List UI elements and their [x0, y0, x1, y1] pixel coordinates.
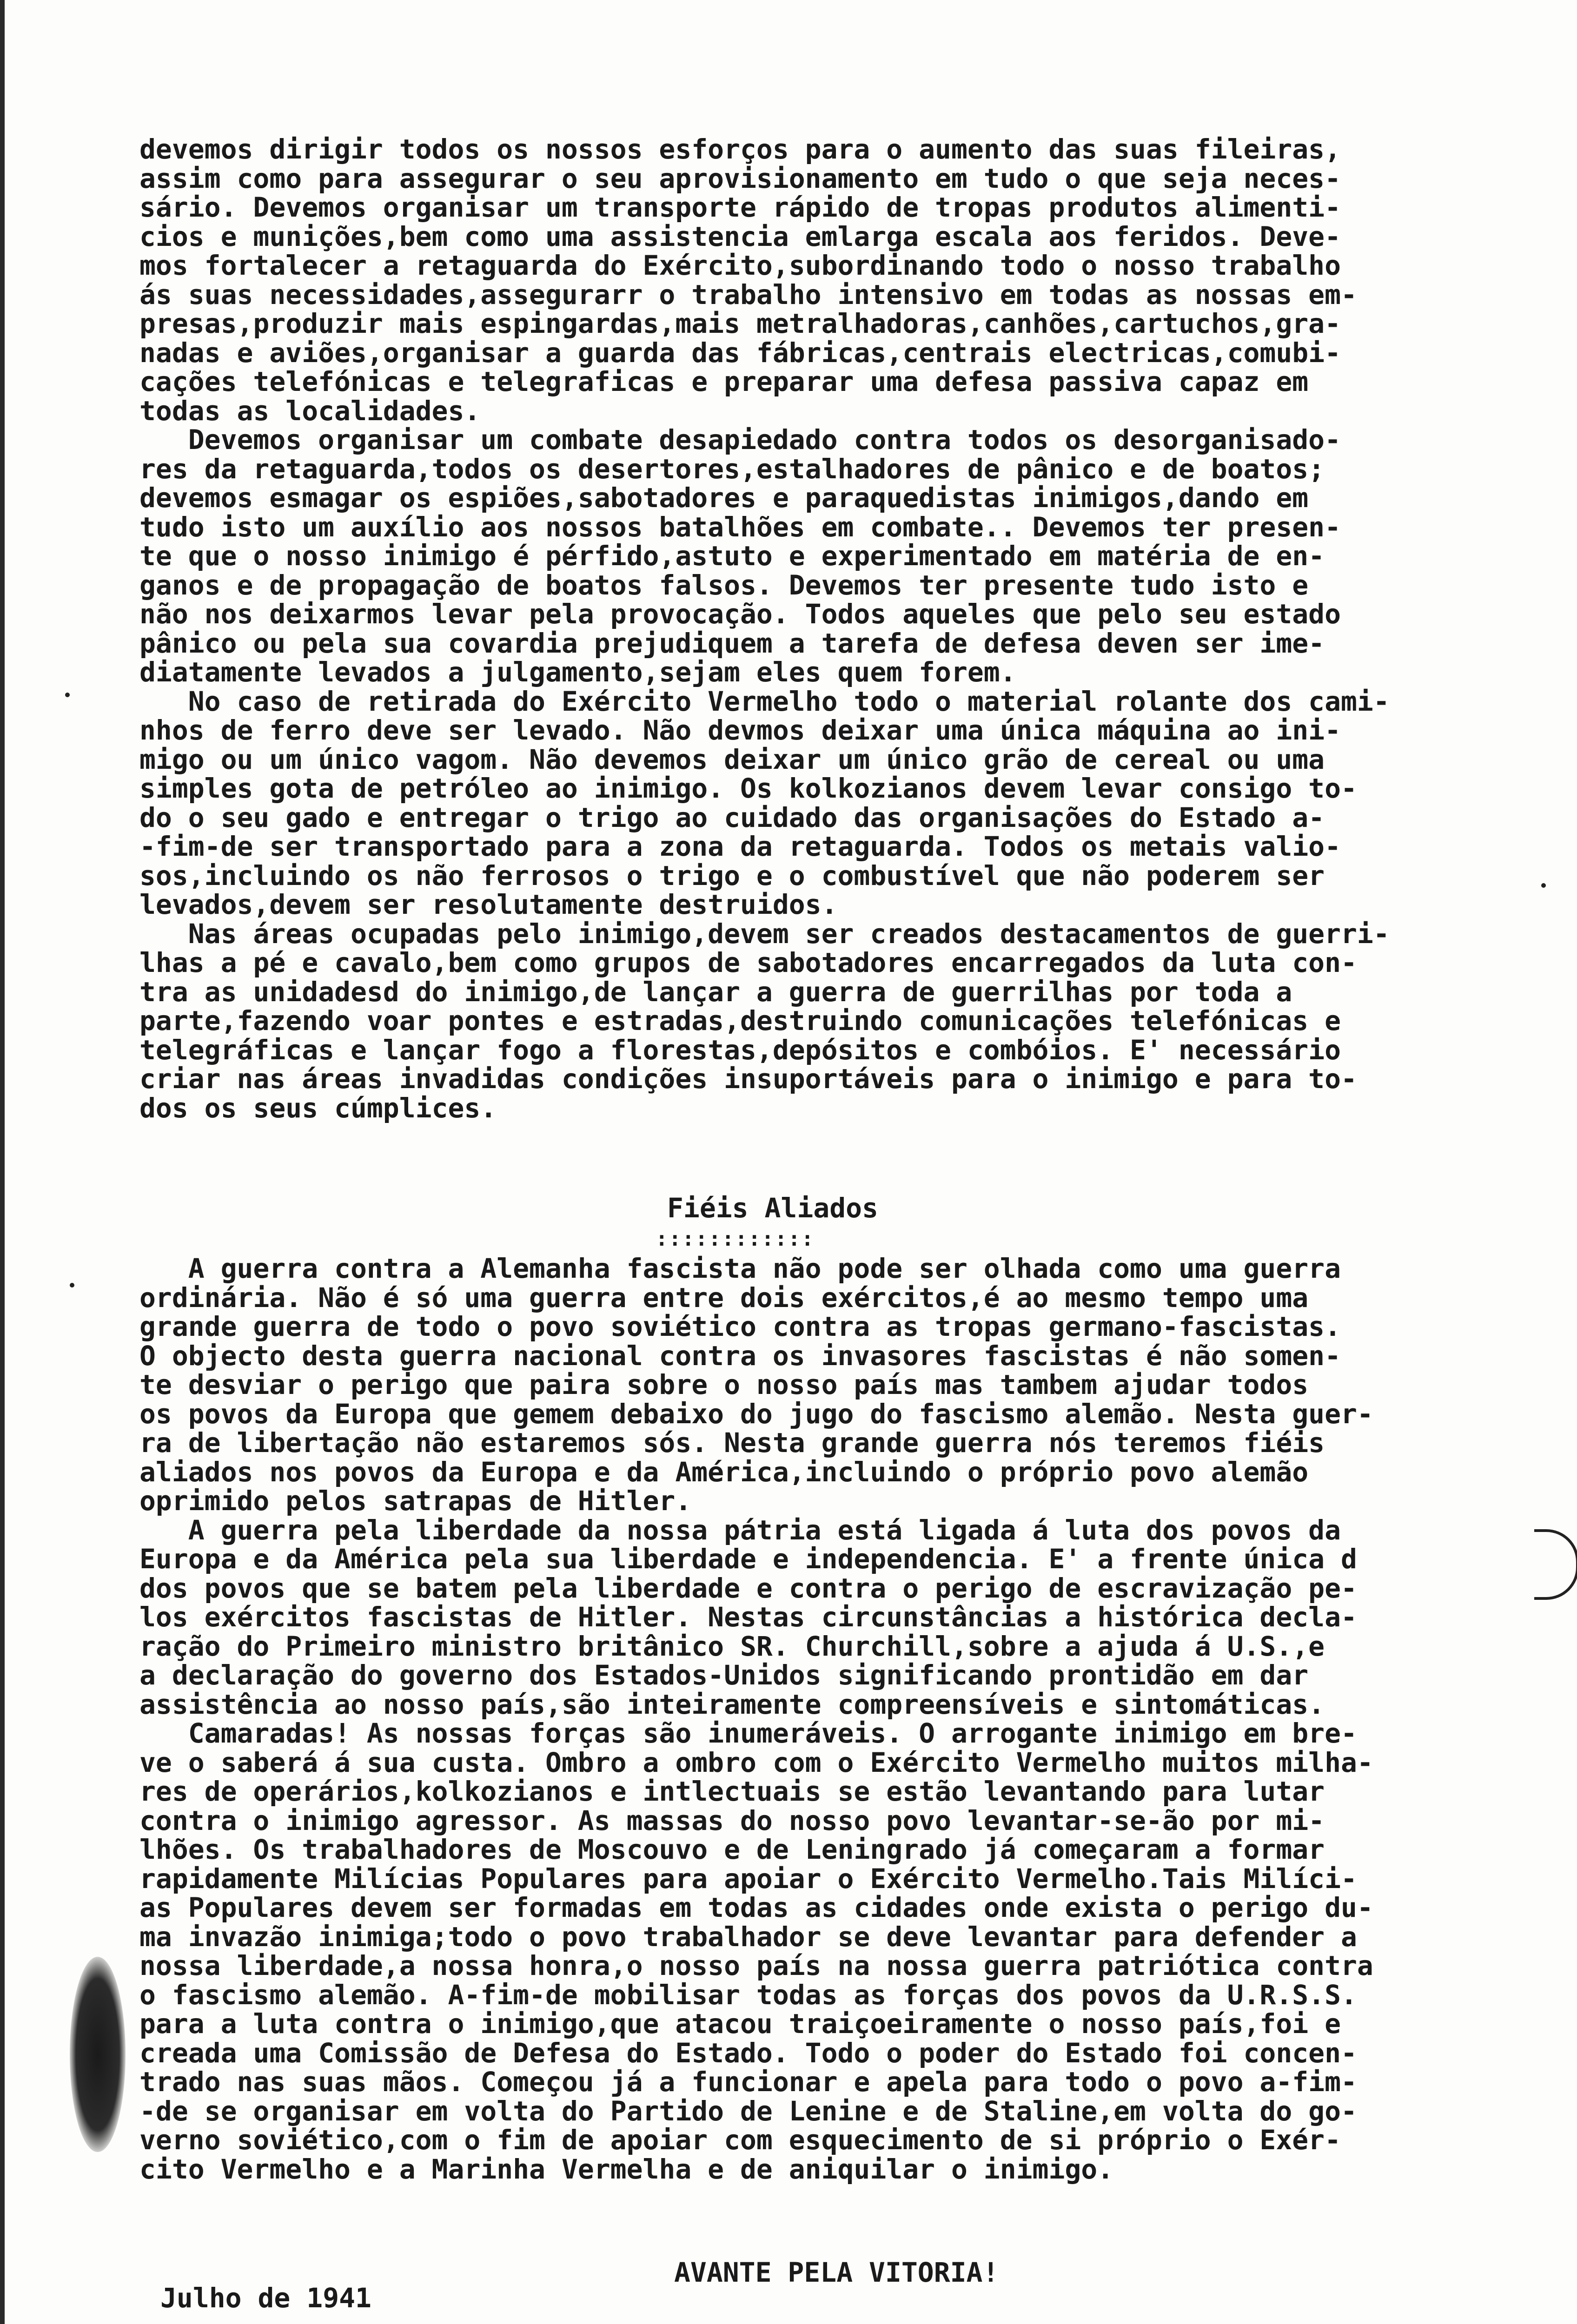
text-line: ma invazão inimiga;todo o povo trabalhador se deve levantar para defender a — [139, 1921, 1357, 1953]
document-date: Julho de 1941 — [160, 2282, 371, 2314]
text-line: trado nas suas mãos. Começou já a funcionar e apela para todo o povo a-fim- — [139, 2066, 1357, 2098]
margin-dot — [1541, 883, 1546, 888]
text-line: lhões. Os trabalhadores de Moscouvo e de Leningrado já começaram a formar — [139, 1834, 1325, 1865]
text-line: cios e munições,bem como uma assistencia emlarga escala aos feridos. Deve- — [139, 220, 1341, 252]
text-line: telegráficas e lançar fogo a florestas,depósitos e combóios. E' necessário — [139, 1034, 1341, 1066]
text-line: os povos da Europa que gemem debaixo do jugo do fascismo alemão. Nesta guer- — [139, 1398, 1373, 1430]
text-line: nhos de ferro deve ser levado. Não devmos deixar uma única máquina ao ini- — [139, 714, 1341, 746]
text-line: a declaração do governo dos Estados-Unidos significando prontidão em dar — [139, 1659, 1309, 1691]
text-line: criar nas áreas invadidas condições insuportáveis para o inimigo e para to- — [139, 1063, 1357, 1095]
text-line: ordinária. Não é só uma guerra entre dois exércitos,é ao mesmo tempo uma — [139, 1281, 1309, 1314]
text-line: as Populares devem ser formadas em todas as cidades onde exista o perigo du- — [139, 1892, 1373, 1923]
text-line: res da retaguarda,todos os desertores,estalhadores de pânico e de boatos; — [139, 453, 1325, 485]
margin-dot — [70, 1283, 74, 1287]
body-part-2 — [139, 1255, 1534, 2185]
margin-dot — [65, 693, 70, 697]
text-line: res de operários,kolkozianos e intlectuais se estão levantando para lutar — [139, 1776, 1325, 1807]
text-line: tra as unidadesd do inimigo,de lançar a guerra de guerrilhas por toda a — [139, 976, 1292, 1008]
text-line: lhas a pé e cavalo,bem como grupos de sabotadores encarregados da luta con- — [139, 947, 1357, 978]
text-line: cações telefónicas e telegraficas e preparar uma defesa passiva capaz em — [139, 366, 1309, 397]
text-line: verno soviético,com o fim de apoiar com esquecimento de si próprio o Exér- — [139, 2124, 1341, 2156]
text-line: todas as localidades. — [139, 395, 481, 427]
text-line: grande guerra de todo o povo soviético contra as tropas germano-fascistas. — [139, 1311, 1341, 1342]
text-line: simples gota de petróleo ao inimigo. Os kolkozianos devem levar consigo to- — [139, 772, 1357, 804]
text-line: o fascismo alemão. A-fim-de mobilisar todas as forças dos povos da U.R.S.S. — [139, 1979, 1357, 2011]
text-line: diatamente levados a julgamento,sejam eles quem forem. — [139, 656, 1016, 688]
text-line: dos os seus cúmplices. — [139, 1092, 497, 1124]
text-line: Europa e da América pela sua liberdade e independencia. E' a frente única d — [139, 1543, 1357, 1575]
text-line: cito Vermelho e a Marinha Vermelha e de aniquilar o inimigo. — [139, 2153, 1114, 2185]
text-line: do o seu gado e entregar o trigo ao cuidado das organisações do Estado a- — [139, 801, 1325, 833]
text-line: creada uma Comissão de Defesa do Estado. Todo o poder do Estado foi concen- — [139, 2037, 1357, 2069]
text-line: O objecto desta guerra nacional contra os invasores fascistas é não somen- — [139, 1340, 1341, 1372]
text-line: assistência ao nosso país,são inteiramente compreensíveis e sintomáticas. — [139, 1688, 1325, 1720]
text-line: assim como para assegurar o seu aprovisionamento em tudo o que seja neces- — [139, 162, 1341, 194]
text-line: ração do Primeiro ministro britânico SR. Churchill,sobre a ajuda á U.S.,e — [139, 1630, 1325, 1662]
text-line: Devemos organisar um combate desapiedado contra todos os desorganisado- — [139, 424, 1341, 456]
text-line: presas,produzir mais espingardas,mais metralhadoras,canhões,cartuchos,gra- — [139, 308, 1341, 339]
ink-blot — [70, 1957, 126, 2152]
section-heading: Fiéis Aliados — [667, 1192, 878, 1224]
text-line: não nos deixarmos levar pela provocação. Todos aqueles que pelo seu estado — [139, 598, 1341, 630]
text-line: A guerra pela liberdade da nossa pátria está ligada á luta dos povos da — [139, 1514, 1341, 1546]
text-line: devemos esmagar os espiões,sabotadores e paraquedistas inimigos,dando em — [139, 482, 1309, 514]
text-line: Nas áreas ocupadas pelo inimigo,devem ser creados destacamentos de guerri- — [139, 918, 1390, 950]
text-line: sário. Devemos organisar um transporte rápido de tropas produtos alimenti- — [139, 191, 1341, 223]
text-line: ra de libertação não estaremos sós. Nesta grande guerra nós teremos fiéis — [139, 1427, 1325, 1459]
text-line: sos,incluindo os não ferrosos o trigo e o combustível que não poderem ser — [139, 859, 1325, 891]
text-line: migo ou um único vagom. Não devemos deixar um único grão de cereal ou uma — [139, 743, 1325, 775]
text-line: rapidamente Milícias Populares para apoiar o Exército Vermelho.Tais Milíci- — [139, 1862, 1357, 1895]
closing-slogan: AVANTE PELA VITORIA! — [674, 2257, 999, 2288]
text-line: dos povos que se batem pela liberdade e contra o perigo de escravização pe- — [139, 1572, 1357, 1604]
text-line: nadas e aviões,organisar a guarda das fábricas,centrais electricas,comubi- — [139, 337, 1341, 369]
text-line: -fim-de ser transportado para a zona da retaguarda. Todos os metais valio- — [139, 831, 1341, 862]
text-line: aliados nos povos da Europa e da América,incluindo o próprio povo alemão — [139, 1456, 1309, 1488]
body-part-1 — [139, 135, 1525, 1122]
margin-bracket-mark — [1534, 1529, 1577, 1600]
text-line: ganos e de propagação de boatos falsos. Devemos ter presente tudo isto e — [139, 569, 1309, 601]
text-line: parte,fazendo voar pontes e estradas,destruindo comunicações telefónicas e — [139, 1005, 1341, 1037]
text-line: te que o nosso inimigo é pérfido,astuto e experimentado em matéria de en- — [139, 540, 1325, 572]
text-line: levados,devem ser resolutamente destruidos. — [139, 889, 838, 920]
text-line: tudo isto um auxílio aos nossos batalhões em combate.. Devemos ter presen- — [139, 511, 1341, 543]
text-line: No caso de retirada do Exército Vermelho todo o material rolante dos cami- — [139, 685, 1390, 717]
text-line: nossa liberdade,a nossa honra,o nosso país na nossa guerra patriótica contra — [139, 1950, 1373, 1981]
text-line: pânico ou pela sua covardia prejudiquem a tarefa de defesa deven ser ime- — [139, 627, 1325, 659]
text-line: ve o saberá á sua custa. Ombro a ombro com o Exército Vermelho muitos milha- — [139, 1746, 1373, 1778]
text-line: oprimido pelos satrapas de Hitler. — [139, 1485, 692, 1517]
text-line: los exércitos fascistas de Hitler. Nestas circunstâncias a histórica decla- — [139, 1601, 1357, 1633]
text-line: contra o inimigo agressor. As massas do nosso povo levantar-se-ão por mi- — [139, 1804, 1325, 1836]
page-edge-shadow — [0, 0, 5, 2324]
text-line: devemos dirigir todos os nossos esforços para o aumento das suas fileiras, — [139, 133, 1341, 165]
text-line: ás suas necessidades,assegurarr o trabalho intensivo em todas as nossas em- — [139, 278, 1357, 310]
heading-underline: :::::::::::: — [656, 1227, 815, 1251]
text-line: te desviar o perigo que paira sobre o nosso país mas tambem ajudar todos — [139, 1369, 1309, 1400]
text-line: -de se organisar em volta do Partido de Lenine e de Staline,em volta do go- — [139, 2095, 1357, 2127]
text-line: mos fortalecer a retaguarda do Exército,subordinando todo o nosso trabalho — [139, 250, 1341, 281]
text-line: Camaradas! As nossas forças são inumeráveis. O arrogante inimigo em bre- — [139, 1717, 1357, 1749]
text-line: para a luta contra o inimigo,que atacou traiçoeiramente o nosso país,foi e — [139, 2008, 1341, 2040]
text-line: A guerra contra a Alemanha fascista não pode ser olhada como uma guerra — [139, 1253, 1341, 1284]
